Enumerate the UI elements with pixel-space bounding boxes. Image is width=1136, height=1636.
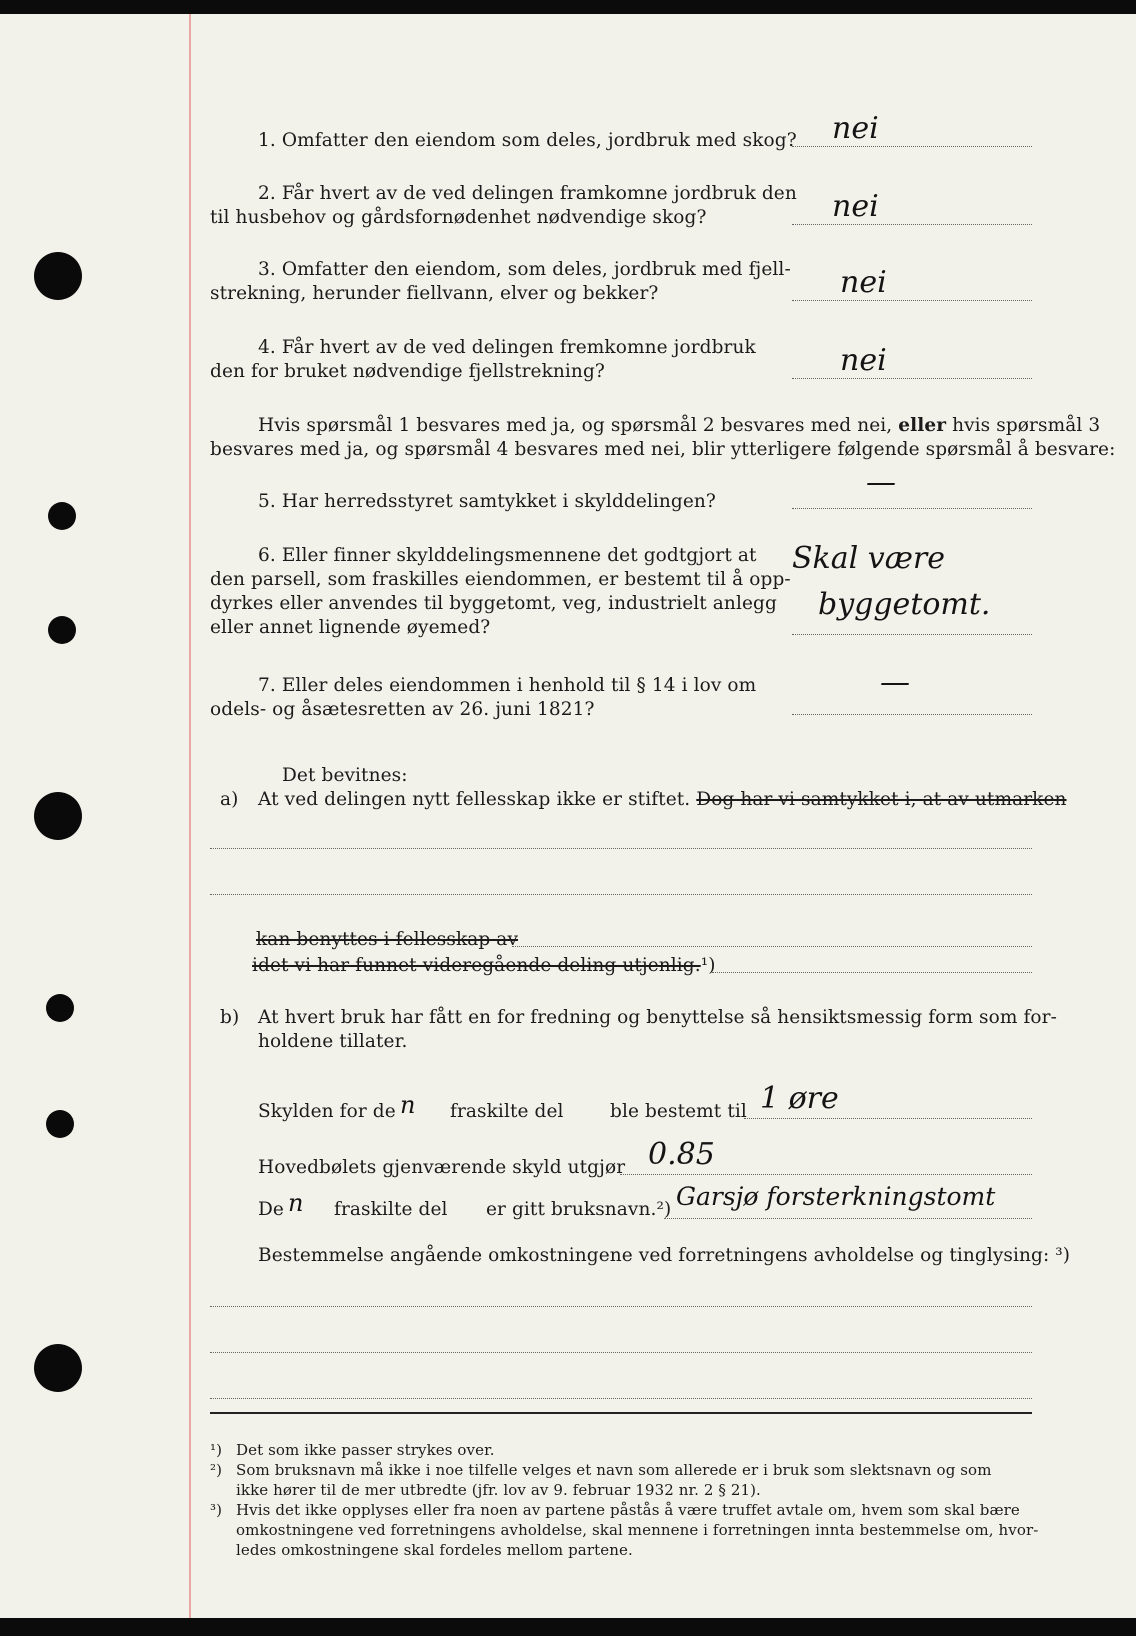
skyld-line-1-b: fraskilte del [450, 1101, 564, 1122]
footnote-1: Det som ikke passer strykes over. [236, 1441, 495, 1459]
attest-b-line-1: At hvert bruk har fått en for fredning og benyttelse så hensiktsmessig form som for- [258, 1007, 1057, 1028]
answer-line-7 [792, 714, 1032, 715]
struck-line-2-text: idet vi har funnet videregående deling utjenlig. [252, 955, 701, 976]
skyld-line-3-value: Garsjø forsterkningstomt [676, 1182, 996, 1211]
intro-bold-eller: eller [898, 415, 947, 436]
answer-line-2 [792, 224, 1032, 225]
punch-hole-6 [46, 1110, 74, 1138]
punch-hole-2 [48, 502, 76, 530]
footnote-2-line-1: Som bruksnavn må ikke i noe tilfelle velges et navn som allerede er i bruk som slektsnavn og som [236, 1461, 992, 1479]
question-2-line-2: til husbehov og gårdsfornødenhet nødvendige skog? [210, 207, 707, 228]
skyld-line-4-label: Bestemmelse angående omkostningene ved forretningens avholdelse og tinglysing: ³) [258, 1245, 1071, 1266]
blank-line-a4 [712, 972, 1032, 973]
question-3-line-1: 3. Omfatter den eiendom, som deles, jordbruk med fjell- [258, 259, 791, 280]
attest-heading: Det bevitnes: [282, 765, 408, 786]
answer-5: — [866, 465, 896, 500]
answer-3: nei [840, 265, 887, 300]
question-4-line-2: den for bruket nødvendige fjellstrekning? [210, 361, 605, 382]
footnote-separator [210, 1412, 1032, 1414]
question-3-line-2: strekning, herunder fiellvann, elver og bekker? [210, 283, 659, 304]
attest-b-label: b) [220, 1007, 240, 1028]
skyld-line-2-dots [620, 1174, 1032, 1175]
intro-text-b: hvis spørsmål 3 [952, 415, 1101, 436]
footnote-3-line-3: ledes omkostningene skal fordeles mellom partene. [236, 1541, 633, 1559]
struck-line-2 [252, 954, 716, 978]
struck-line-2-note: ¹) [700, 955, 716, 976]
punch-hole-3 [48, 616, 76, 644]
struck-line-1: kan benyttes i fellesskap av [256, 929, 518, 950]
blank-line-b3 [210, 1398, 1032, 1399]
intro-line-1 [258, 414, 1100, 438]
document-page [0, 14, 1136, 1618]
footnote-2-line-2: ikke hører til de mer utbredte (jfr. lov av 9. februar 1932 nr. 2 § 21). [236, 1481, 761, 1499]
question-4-line-1: 4. Får hvert av de ved delingen fremkomne jordbruk [258, 337, 756, 358]
skyld-line-3-hand: n [288, 1189, 304, 1217]
blank-line-b1 [210, 1306, 1032, 1307]
answer-line-3 [792, 300, 1032, 301]
punch-hole-4 [34, 792, 82, 840]
skyld-line-3-c: er gitt bruksnavn.²) [486, 1199, 672, 1220]
skyld-line-1-value: 1 øre [760, 1081, 839, 1116]
footnote-3-mark: ³) [210, 1501, 223, 1519]
question-6-line-4: eller annet lignende øyemed? [210, 617, 491, 638]
skyld-line-1-hand: n [400, 1091, 416, 1119]
skyld-line-1-c: ble bestemt til [610, 1101, 747, 1122]
answer-6-line-2: byggetomt. [818, 587, 991, 622]
question-6-line-3: dyrkes eller anvendes til byggetomt, veg, industrielt anlegg [210, 593, 777, 614]
attest-a-main: At ved delingen nytt fellesskap ikke er stiftet. [258, 789, 691, 810]
intro-text-a: Hvis spørsmål 1 besvares med ja, og spørsmål 2 besvares med nei, [258, 415, 893, 436]
question-6-line-1: 6. Eller finner skylddelingsmennene det godtgjort at [258, 545, 757, 566]
answer-line-1 [792, 146, 1032, 147]
answer-1: nei [832, 111, 879, 146]
answer-4: nei [840, 343, 887, 378]
answer-line-6 [792, 634, 1032, 635]
intro-line-2: besvares med ja, og spørsmål 4 besvares med nei, blir ytterligere følgende spørsmål å besvare: [210, 439, 1116, 460]
skyld-line-3-a: De [258, 1199, 284, 1220]
footnote-1-mark: ¹) [210, 1441, 223, 1459]
attest-b-line-2: holdene tillater. [258, 1031, 408, 1052]
answer-line-5 [792, 508, 1032, 509]
attest-a-struck: Dog har vi samtykket i, at av utmarken [696, 789, 1067, 810]
answer-2: nei [832, 189, 879, 224]
answer-6-line-1: Skal være [792, 541, 945, 576]
skyld-line-3-dots [664, 1218, 1032, 1219]
question-2-line-1: 2. Får hvert av de ved delingen framkomne jordbruk den [258, 183, 797, 204]
skyld-line-2-label: Hovedbølets gjenværende skyld utgjør [258, 1157, 626, 1178]
blank-line-a3 [512, 946, 1032, 947]
question-1: 1. Omfatter den eiendom som deles, jordbruk med skog? [258, 130, 797, 151]
footnote-3-line-2: omkostningene ved forretningens avholdelse, skal mennene i forretningen innta bestemmelse om, hvor- [236, 1521, 1039, 1539]
punch-hole-1 [34, 252, 82, 300]
question-6-line-2: den parsell, som fraskilles eiendommen, er bestemt til å opp- [210, 569, 791, 590]
question-7-line-2: odels- og åsætesretten av 26. juni 1821? [210, 699, 595, 720]
footnote-3-line-1: Hvis det ikke opplyses eller fra noen av partene påstås å være truffet avtale om, hvem som skal bære [236, 1501, 1020, 1519]
blank-line-a1 [210, 848, 1032, 849]
skyld-line-1-a: Skylden for de [258, 1101, 396, 1122]
question-5: 5. Har herredsstyret samtykket i skylddelingen? [258, 491, 716, 512]
red-margin-line [189, 14, 191, 1618]
skyld-line-2-value: 0.85 [648, 1137, 715, 1172]
blank-line-a2 [210, 894, 1032, 895]
footnote-2-mark: ²) [210, 1461, 223, 1479]
attest-a-label: a) [220, 789, 239, 810]
answer-line-4 [792, 378, 1032, 379]
skyld-line-3-b: fraskilte del [334, 1199, 448, 1220]
blank-line-b2 [210, 1352, 1032, 1353]
punch-hole-5 [46, 994, 74, 1022]
punch-hole-7 [34, 1344, 82, 1392]
answer-7: — [880, 665, 910, 700]
question-7-line-1: 7. Eller deles eiendommen i henhold til § 14 i lov om [258, 675, 757, 696]
attest-a-text [258, 788, 1067, 812]
skyld-line-1-dots [744, 1118, 1032, 1119]
